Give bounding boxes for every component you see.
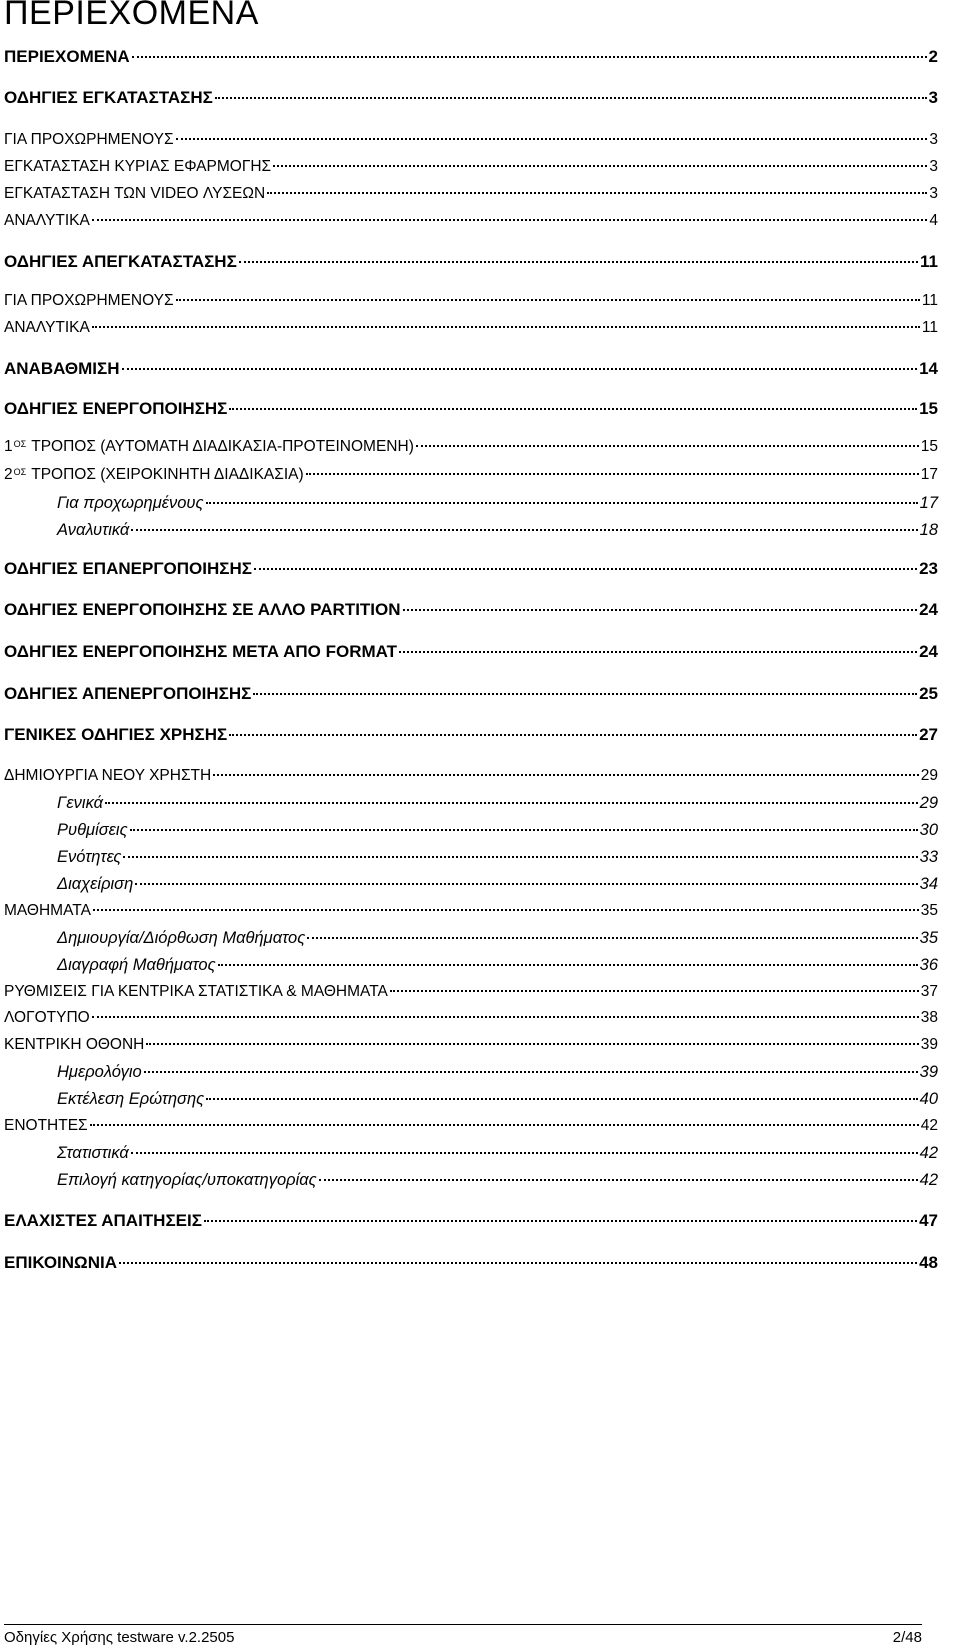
toc-dot-leader	[132, 55, 927, 58]
toc-dot-leader	[206, 501, 918, 504]
toc-entry-page-number: 18	[919, 521, 938, 539]
toc-entry-title	[57, 1168, 317, 1192]
toc-dot-leader	[176, 298, 920, 301]
page-title: ΠΕΡΙΕΧΟΜΕΝΑ	[4, 0, 259, 32]
toc-entry-page-number: 35	[920, 902, 938, 919]
toc-dot-leader	[135, 882, 917, 885]
toc-entry-page-number: 11	[921, 292, 938, 309]
toc-entry-label: Στατιστικά	[57, 1144, 129, 1162]
toc-dot-leader	[90, 1123, 919, 1126]
toc-entry-label: ΟΔΗΓΙΕΣ ΑΠΕΓΚΑΤΑΣΤΑΣΗΣ	[4, 252, 237, 271]
toc-entry[interactable]	[57, 953, 938, 977]
footer-page-number: 2/48	[892, 1629, 922, 1646]
toc-entry-page-number: 34	[919, 875, 938, 893]
toc-dot-leader	[131, 528, 917, 531]
toc-entry[interactable]	[57, 491, 938, 515]
toc-entry-title	[57, 1087, 204, 1111]
toc-entry-label: ΑΝΑΛΥΤΙΚΑ	[4, 212, 90, 229]
toc-entry-title	[4, 1251, 117, 1275]
toc-dot-leader	[239, 260, 918, 263]
toc-entry-ordinal-number: 2	[4, 466, 13, 483]
toc-entry[interactable]	[4, 723, 938, 747]
toc-entry-title	[57, 518, 129, 542]
toc-entry-label: Διαγραφή Μαθήματος	[57, 956, 216, 974]
toc-entry-label: ΕΓΚΑΤΑΣΤΑΣΗ ΚΥΡΙΑΣ ΕΦΑΡΜΟΓΗΣ	[4, 158, 272, 175]
toc-entry-title	[57, 953, 216, 977]
toc-entry-label: ΓΕΝΙΚΕΣ ΟΔΗΓΙΕΣ ΧΡΗΣΗΣ	[4, 725, 228, 744]
toc-dot-leader	[144, 1070, 918, 1073]
toc-dot-leader	[403, 608, 918, 611]
toc-entry-title	[4, 980, 388, 1004]
toc-entry[interactable]	[4, 764, 938, 788]
toc-entry-title	[4, 1033, 144, 1057]
toc-entry-page-number: 3	[929, 131, 938, 148]
toc-entry-label: ΓΙΑ ΠΡΟΧΩΡΗΜΕΝΟΥΣ	[4, 292, 174, 309]
toc-dot-leader	[92, 1015, 919, 1018]
toc-entry-page-number: 48	[919, 1253, 938, 1272]
toc-entry-title	[4, 45, 130, 69]
toc-entry-title	[4, 1114, 88, 1138]
toc-entry-title	[57, 818, 128, 842]
toc-entry-title	[4, 86, 213, 110]
toc-entry-page-number: 24	[919, 600, 938, 619]
toc-dot-leader	[229, 407, 917, 410]
toc-dot-leader	[105, 801, 918, 804]
toc-dot-leader	[390, 989, 919, 992]
toc-entry[interactable]	[4, 357, 938, 381]
toc-dot-leader	[215, 96, 927, 99]
toc-entry-label: ΟΔΗΓΙΕΣ ΕΠΑΝΕΡΓΟΠΟΙΗΣΗΣ	[4, 559, 252, 578]
toc-entry-page-number: 35	[919, 929, 938, 947]
toc-dot-leader	[123, 855, 917, 858]
toc-entry-title	[4, 682, 251, 706]
toc-dot-leader	[206, 1097, 917, 1100]
toc-dot-leader	[92, 218, 928, 221]
toc-entry-page-number: 23	[919, 559, 938, 578]
toc-entry-title	[57, 872, 133, 896]
toc-entry-page-number: 29	[920, 767, 938, 784]
toc-entry[interactable]	[4, 1033, 938, 1057]
toc-dot-leader	[229, 733, 917, 736]
toc-entry[interactable]	[4, 128, 938, 152]
toc-entry-label: ΛΟΓΟΤΥΠΟ	[4, 1009, 90, 1026]
toc-entry-page-number: 42	[919, 1144, 938, 1162]
toc-entry-label: ΟΔΗΓΙΕΣ ΕΝΕΡΓΟΠΟΙΗΣΗΣ ΜΕΤΑ ΑΠΟ FORMAT	[4, 642, 398, 661]
toc-entry[interactable]	[4, 557, 938, 581]
toc-entry[interactable]	[57, 791, 938, 815]
page-footer	[4, 1629, 922, 1646]
toc-entry-page-number: 17	[919, 494, 938, 512]
toc-entry-page-number: 3	[928, 88, 938, 107]
toc-entry-label: ΕΓΚΑΤΑΣΤΑΣΗ ΤΩΝ VIDEO ΛΥΣΕΩΝ	[4, 185, 266, 202]
toc-entry[interactable]	[4, 316, 938, 340]
toc-entry[interactable]	[4, 86, 938, 110]
toc-entry-page-number: 29	[919, 794, 938, 812]
toc-dot-leader	[416, 444, 919, 447]
toc-entry-title	[57, 926, 305, 950]
toc-entry[interactable]	[57, 872, 938, 896]
toc-entry[interactable]	[4, 155, 938, 179]
toc-entry-page-number: 3	[929, 158, 938, 175]
toc-entry-label: ΡΥΘΜΙΣΕΙΣ ΓΙΑ ΚΕΝΤΡΙΚΑ ΣΤΑΤΙΣΤΙΚΑ & ΜΑΘΗΜΑΤΑ	[4, 983, 388, 1000]
toc-entry-ordinal-number: 1	[4, 438, 13, 455]
toc-entry[interactable]	[4, 209, 938, 233]
toc-entry-title	[57, 1060, 142, 1084]
toc-dot-leader	[130, 828, 918, 831]
toc-entry-label: ΤΡΟΠΟΣ (ΑΥΤΟΜΑΤΗ ΔΙΑΔΙΚΑΣΙΑ-ΠΡΟΤΕΙΝΟΜΕΝΗ)	[31, 438, 414, 455]
toc-entry[interactable]	[57, 1168, 938, 1192]
toc-entry-page-number: 33	[919, 848, 938, 866]
toc-entry-label: ΓΙΑ ΠΡΟΧΩΡΗΜΕΝΟΥΣ	[4, 131, 174, 148]
toc-entry-label: Γενικά	[57, 794, 104, 812]
toc-dot-leader	[213, 773, 919, 776]
toc-entry-title	[4, 250, 237, 274]
toc-entry-page-number: 40	[919, 1090, 938, 1108]
toc-entry-title	[4, 435, 414, 460]
toc-dot-leader	[218, 963, 918, 966]
toc-entry[interactable]	[57, 1141, 938, 1165]
toc-dot-leader	[92, 325, 920, 328]
toc-entry[interactable]	[4, 250, 938, 274]
toc-entry-page-number: 39	[920, 1036, 938, 1053]
toc-dot-leader	[253, 692, 917, 695]
toc-entry[interactable]	[4, 598, 938, 622]
toc-entry[interactable]	[4, 1114, 938, 1138]
toc-entry-page-number: 17	[920, 466, 938, 483]
toc-entry-label: Δημιουργία/Διόρθωση Μαθήματος	[57, 929, 306, 947]
toc-entry-label: Αναλυτικά	[57, 521, 130, 539]
toc-entry[interactable]	[4, 640, 938, 664]
toc-entry-label: ΑΝΑΒΑΘΜΙΣΗ	[4, 359, 120, 378]
toc-dot-leader	[204, 1219, 917, 1222]
toc-entry[interactable]	[57, 1087, 938, 1111]
toc-entry-title	[4, 598, 401, 622]
toc-entry-title	[4, 397, 227, 421]
toc-entry[interactable]	[4, 1251, 938, 1275]
toc-entry-label: ΑΝΑΛΥΤΙΚΑ	[4, 319, 90, 336]
toc-dot-leader	[306, 472, 919, 475]
toc-entry-title	[4, 155, 271, 179]
toc-entry-label: Επιλογή κατηγορίας/υποκατηγορίας	[57, 1171, 317, 1189]
toc-dot-leader	[273, 164, 927, 167]
toc-entry-label: ΟΔΗΓΙΕΣ ΕΓΚΑΤΑΣΤΑΣΗΣ	[4, 88, 213, 107]
toc-entry-page-number: 24	[919, 642, 938, 661]
toc-entry[interactable]	[4, 682, 938, 706]
toc-entry-title	[4, 316, 90, 340]
toc-entry-page-number: 14	[919, 359, 938, 378]
toc-entry-title	[4, 723, 227, 747]
toc-entry-label: ΠΕΡΙΕΧΟΜΕΝΑ	[4, 47, 130, 66]
toc-entry-label: Ενότητες	[57, 848, 122, 866]
toc-entry-ordinal-suffix: ΟΣ	[13, 439, 27, 449]
toc-entry-page-number: 25	[919, 684, 938, 703]
toc-entry-title	[4, 209, 90, 233]
toc-entry-page-number: 36	[919, 956, 938, 974]
toc-entry-label: Διαχείριση	[57, 875, 134, 893]
toc-entry-title	[57, 1141, 129, 1165]
toc-entry-label: Ρυθμίσεις	[57, 821, 128, 839]
toc-entry-title	[4, 1006, 90, 1030]
toc-entry-page-number: 30	[919, 821, 938, 839]
toc-entry-page-number: 15	[920, 438, 938, 455]
toc-entry-page-number: 47	[919, 1211, 938, 1230]
toc-entry-title	[4, 557, 252, 581]
toc-entry[interactable]	[57, 926, 938, 950]
toc-entry[interactable]	[4, 182, 938, 206]
toc-entry-label: ΚΕΝΤΡΙΚΗ ΟΘΟΝΗ	[4, 1036, 145, 1053]
toc-entry-title	[57, 845, 121, 869]
toc-entry-title	[4, 357, 120, 381]
toc-entry[interactable]	[4, 435, 938, 459]
toc-entry[interactable]	[57, 1060, 938, 1084]
toc-entry-title	[4, 289, 174, 313]
toc-entry-label: ΕΠΙΚΟΙΝΩΝΙΑ	[4, 1253, 117, 1272]
toc-entry-page-number: 15	[919, 399, 938, 418]
toc-dot-leader	[119, 1261, 917, 1264]
toc-entry-title	[57, 491, 204, 515]
toc-dot-leader	[319, 1178, 918, 1181]
toc-entry-page-number: 4	[929, 212, 938, 229]
toc-entry-title	[4, 764, 211, 788]
toc-dot-leader	[399, 650, 917, 653]
toc-entry[interactable]	[4, 463, 938, 487]
toc-entry[interactable]	[4, 1006, 938, 1030]
toc-entry-page-number: 39	[919, 1063, 938, 1081]
toc-entry-title	[4, 463, 304, 488]
toc-entry[interactable]	[57, 518, 938, 542]
toc-entry-page-number: 37	[920, 983, 938, 1000]
toc-entry-label: Ημερολόγιο	[57, 1063, 142, 1081]
toc-entry[interactable]	[4, 45, 938, 69]
toc-entry-label: ΜΑΘΗΜΑΤΑ	[4, 902, 91, 919]
toc-dot-leader	[146, 1042, 918, 1045]
toc-dot-leader	[254, 567, 917, 570]
toc-entry[interactable]	[4, 289, 938, 313]
toc-dot-leader	[122, 367, 918, 370]
toc-entry-label: ΕΝΟΤΗΤΕΣ	[4, 1117, 88, 1134]
toc-entry[interactable]	[57, 818, 938, 842]
toc-entry-title	[4, 182, 265, 206]
toc-entry-page-number: 38	[920, 1009, 938, 1026]
toc-dot-leader	[93, 908, 919, 911]
toc-entry-page-number: 3	[929, 185, 938, 202]
toc-entry-page-number: 27	[919, 725, 938, 744]
toc-entry-label: ΤΡΟΠΟΣ (ΧΕΙΡΟΚΙΝΗΤΗ ΔΙΑΔΙΚΑΣΙΑ)	[31, 466, 304, 483]
toc-entry-page-number: 2	[928, 47, 938, 66]
toc-entry[interactable]	[57, 845, 938, 869]
toc-dot-leader	[176, 137, 928, 140]
toc-entry-page-number: 42	[920, 1117, 938, 1134]
toc-entry[interactable]	[4, 1209, 938, 1233]
toc-entry-title	[4, 128, 174, 152]
toc-entry-label: ΟΔΗΓΙΕΣ ΕΝΕΡΓΟΠΟΙΗΣΗΣ ΣΕ ΑΛΛΟ PARTITION	[4, 600, 401, 619]
toc-entry-title	[57, 791, 103, 815]
toc-entry-label: ΟΔΗΓΙΕΣ ΕΝΕΡΓΟΠΟΙΗΣΗΣ	[4, 399, 228, 418]
toc-entry-page-number: 11	[920, 252, 938, 271]
toc-entry[interactable]	[4, 899, 938, 923]
toc-dot-leader	[267, 191, 927, 194]
toc-entry-page-number: 42	[919, 1171, 938, 1189]
toc-entry-title	[4, 899, 91, 923]
toc-entry-label: ΔΗΜΙΟΥΡΓΙΑ ΝΕΟΥ ΧΡΗΣΤΗ	[4, 767, 212, 784]
toc-entry-page-number: 11	[921, 319, 938, 336]
toc-entry-title	[4, 640, 397, 664]
toc-entry-label: Για προχωρημένους	[57, 494, 204, 512]
toc-entry-ordinal-suffix: ΟΣ	[13, 467, 27, 477]
toc-entry-label: Εκτέλεση Ερώτησης	[57, 1090, 205, 1108]
footer-document-title: Οδηγίες Χρήσης testware v.2.2505	[4, 1629, 235, 1646]
toc-dot-leader	[131, 1151, 918, 1154]
toc-entry-title	[4, 1209, 202, 1233]
toc-entry-label: ΕΛΑΧΙΣΤΕΣ ΑΠΑΙΤΗΣΕΙΣ	[4, 1211, 202, 1230]
toc-entry[interactable]	[4, 980, 938, 1004]
toc-entry[interactable]	[4, 397, 938, 421]
toc-entry-label: ΟΔΗΓΙΕΣ ΑΠΕΝΕΡΓΟΠΟΙΗΣΗΣ	[4, 684, 252, 703]
footer-divider	[4, 1624, 922, 1625]
toc-dot-leader	[307, 936, 917, 939]
